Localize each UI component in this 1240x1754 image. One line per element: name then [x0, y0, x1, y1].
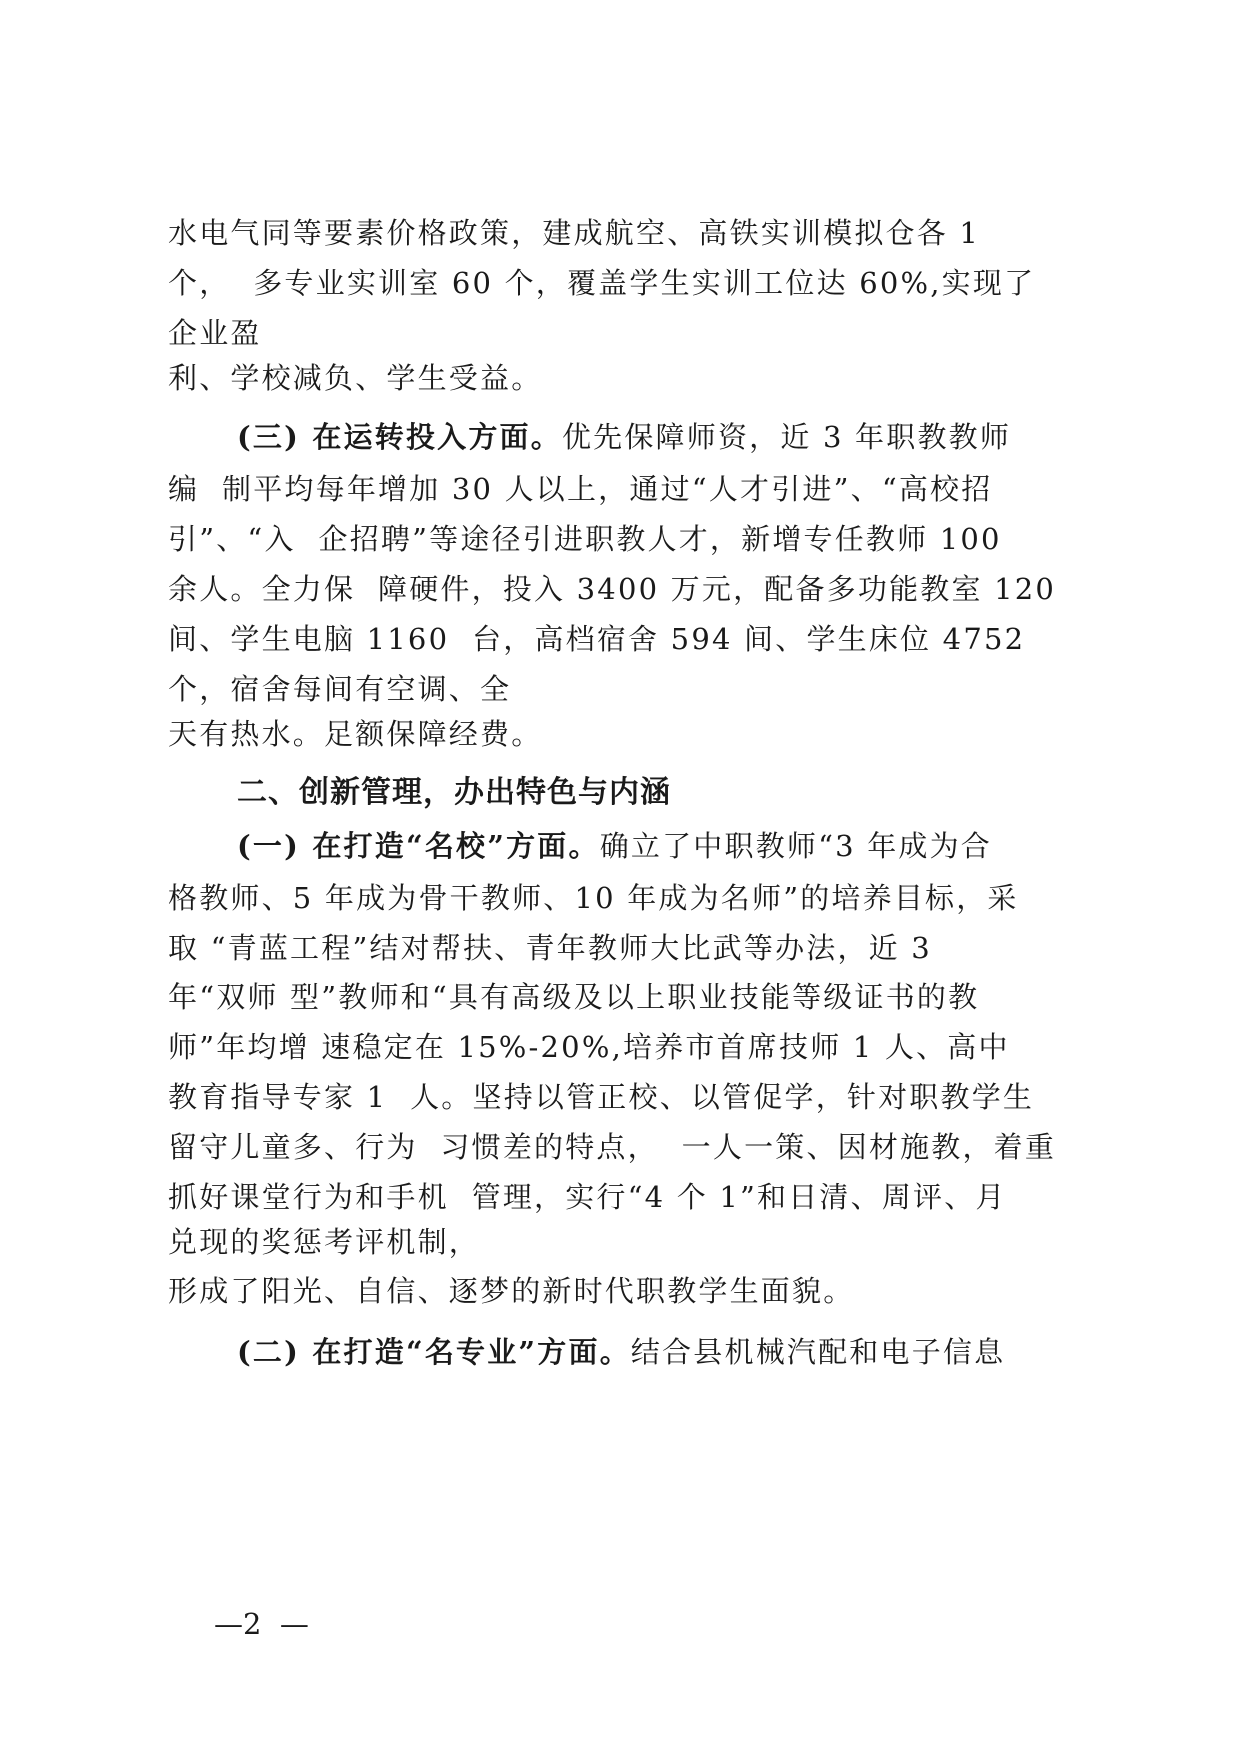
body-line: 企业盈 [168, 316, 262, 350]
subsection-1-title: (一) 在打造“名校”方面。 [237, 829, 600, 863]
body-line: 间、学生电脑 1160 台，高档宿舍 594 间、学生床位 4752 [168, 622, 1026, 656]
body-line: 年“双师 型”教师和“具有高级及以上职业技能等级证书的教 [168, 980, 980, 1014]
body-line: 余人。全力保 障硬件，投入 3400 万元，配备多功能教室 120 [168, 572, 1057, 606]
subsection-2-text: 结合县机械汽配和电子信息 [630, 1335, 1006, 1369]
body-line: 编 制平均每年增加 30 人以上，通过“人才引进”、“高校招 [168, 472, 993, 506]
body-line: 引”、“入 企招聘”等途径引进职教人才，新增专任教师 100 [168, 522, 1002, 556]
body-line: 形成了阳光、自信、逐梦的新时代职教学生面貌。 [168, 1274, 855, 1308]
body-line: 兑现的奖惩考评机制， [168, 1225, 481, 1259]
body-line: 个， 多专业实训室 60 个，覆盖学生实训工位达 60%,实现了 [168, 266, 1036, 300]
body-line: 留守儿童多、行为 习惯差的特点， 一人一策、因材施教，着重 [168, 1130, 1057, 1164]
section-3-title: (三) 在运转投入方面。 [237, 420, 562, 454]
page-number: —2 — [214, 1607, 309, 1641]
subsection-1-first-line [237, 826, 992, 866]
body-line: 利、学校减负、学生受益。 [168, 361, 543, 395]
body-line: 取 “青蓝工程”结对帮扶、青年教师大比武等办法，近 3 [168, 931, 932, 965]
body-line: 抓好课堂行为和手机 管理，实行“4 个 1”和日清、周评、月 [168, 1180, 1007, 1214]
body-line: 个，宿舍每间有空调、全 [168, 672, 512, 706]
body-line: 师”年均增 速稳定在 15%-20%,培养市首席技师 1 人、高中 [168, 1030, 1010, 1064]
body-line: 格教师、5 年成为骨干教师、10 年成为名师”的培养目标，采 [168, 881, 1019, 915]
section-3-text: 优先保障师资，近 3 年职教教师 [561, 420, 1012, 454]
body-line: 天有热水。足额保障经费。 [168, 717, 543, 751]
subsection-1-text: 确立了中职教师“3 年成为合 [599, 829, 992, 863]
section-3-first-line [237, 417, 1011, 457]
body-line: 水电气同等要素价格政策，建成航空、高铁实训模拟仓各 1 [168, 216, 981, 250]
body-line: 教育指导专家 1 人。坚持以管正校、以管促学，针对职教学生 [168, 1080, 1035, 1114]
subsection-2-title: (二) 在打造“名专业”方面。 [237, 1335, 631, 1369]
subsection-2-first-line [237, 1332, 1005, 1372]
section-heading: 二、创新管理，办出特色与内涵 [237, 775, 671, 810]
